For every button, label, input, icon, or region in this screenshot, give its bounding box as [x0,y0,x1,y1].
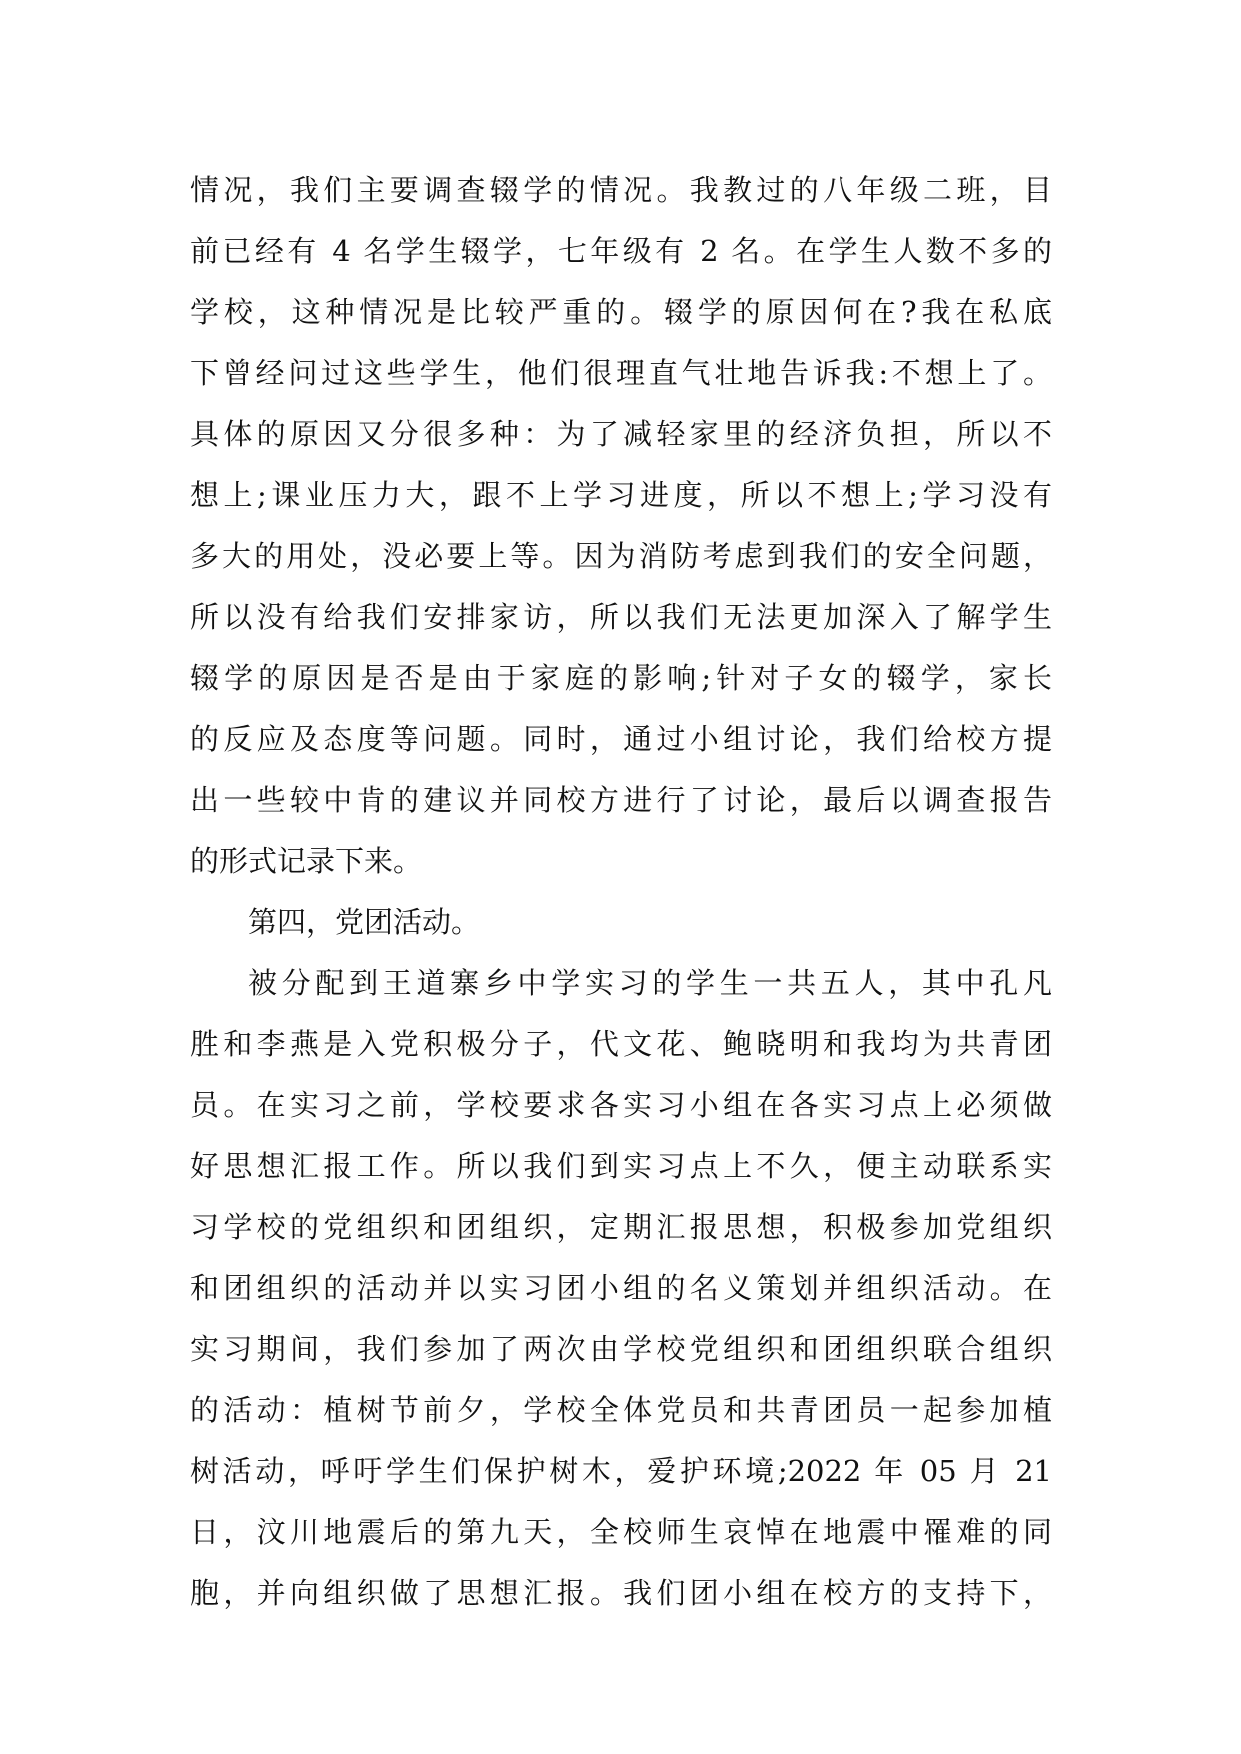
text-line: 胜和李燕是入党积极分子，代文花、鲍晓明和我均为共青团 [190,1027,1052,1061]
text-line: 前已经有 4 名学生辍学，七年级有 2 名。在学生人数不多的 [190,234,1052,268]
text-line: 胞，并向组织做了思想汇报。我们团小组在校方的支持下， [190,1576,1052,1610]
text-line: 辍学的原因是否是由于家庭的影响;针对子女的辍学，家长 [190,661,1052,695]
text-line: 的活动：植树节前夕，学校全体党员和共青团员一起参加植 [190,1393,1052,1427]
text-line: 下曾经问过这些学生，他们很理直气壮地告诉我:不想上了。 [190,356,1052,390]
document-page [190,160,1052,1624]
text-line: 员。在实习之前，学校要求各实习小组在各实习点上必须做 [190,1088,1052,1122]
text-line: 日，汶川地震后的第九天，全校师生哀悼在地震中罹难的同 [190,1515,1052,1549]
section-heading: 第四，党团活动。 [248,905,481,939]
text-line: 的形式记录下来。 [190,844,423,878]
text-line: 习学校的党组织和团组织，定期汇报思想，积极参加党组织 [190,1210,1052,1244]
text-line: 所以没有给我们安排家访，所以我们无法更加深入了解学生 [190,600,1052,634]
text-line: 多大的用处，没必要上等。因为消防考虑到我们的安全问题， [190,539,1052,573]
text-line: 的反应及态度等问题。同时，通过小组讨论，我们给校方提 [190,722,1052,756]
text-line: 好思想汇报工作。所以我们到实习点上不久，便主动联系实 [190,1149,1052,1183]
text-line: 想上;课业压力大，跟不上学习进度，所以不想上;学习没有 [190,478,1052,512]
text-line: 和团组织的活动并以实习团小组的名义策划并组织活动。在 [190,1271,1052,1305]
paragraph-first-line: 被分配到王道寨乡中学实习的学生一共五人，其中孔凡 [248,966,1052,1000]
text-line: 具体的原因又分很多种：为了减轻家里的经济负担，所以不 [190,417,1052,451]
text-line: 树活动，呼吁学生们保护树木，爱护环境;2022 年 05 月 21 [190,1454,1052,1488]
text-line: 情况，我们主要调查辍学的情况。我教过的八年级二班，目 [190,173,1052,207]
text-line: 实习期间，我们参加了两次由学校党组织和团组织联合组织 [190,1332,1052,1366]
text-line: 出一些较中肯的建议并同校方进行了讨论，最后以调查报告 [190,783,1052,817]
text-line: 学校，这种情况是比较严重的。辍学的原因何在?我在私底 [190,295,1052,329]
